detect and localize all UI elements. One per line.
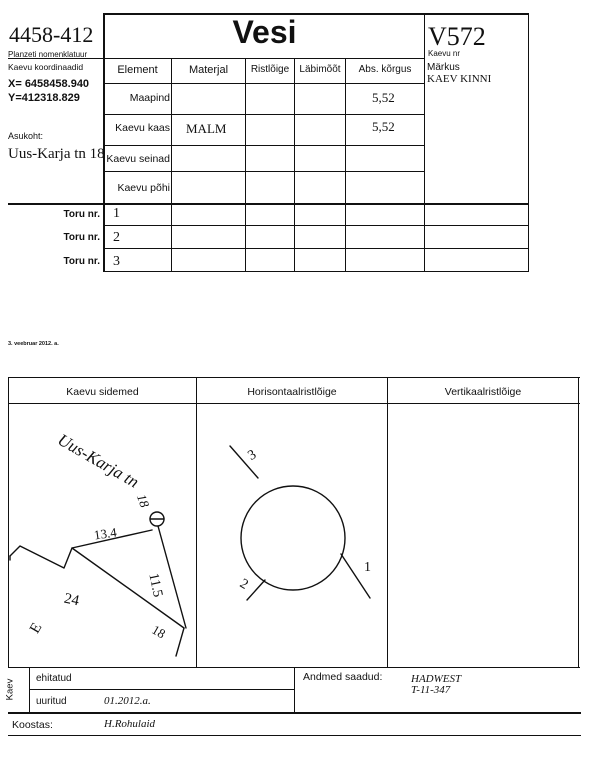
col-header-labimoot: Läbimõõt [299, 64, 341, 75]
col-header-ristloige: Ristlõige [250, 64, 290, 75]
row-label-kaevu-kaas: Kaevu kaas [115, 122, 170, 134]
footer-surveyed-label: uuritud [36, 696, 67, 707]
col-header-materjal: Materjal [188, 64, 229, 76]
tie-dist-4: 18 [149, 621, 169, 642]
tie-dist-2: 11.5 [145, 572, 165, 599]
well-number-label: Kaevu nr [428, 49, 461, 58]
pipe-number-2: 2 [113, 230, 120, 245]
pipe-label-1: Toru nr. [63, 209, 100, 220]
pipe-label-1-drawn: 1 [364, 560, 371, 575]
sketch-header-horizontal: Horisontaalristlõige [247, 386, 337, 398]
sketch-header-vertical: Vertikaalristlõige [444, 386, 522, 398]
row-label-kaevu-pohi: Kaevu põhi [117, 182, 170, 194]
x-coordinate: X= 6458458.940 [8, 78, 90, 90]
pipe-label-2: Toru nr. [63, 232, 100, 243]
remarks-label: Märkus [427, 62, 460, 73]
coord-label: Kaevu koordinaadid [8, 62, 84, 72]
remarks-value: KAEV KINNI [427, 73, 492, 85]
footer-vertical-label: Kaev [4, 678, 16, 701]
footer-data-from-value-1: HADWEST [411, 673, 462, 685]
form-title: Vesi [232, 14, 297, 50]
pipe-number-3: 3 [113, 254, 120, 269]
sketch-header-ties: Kaevu sidemed [66, 386, 139, 398]
tie-dist-1: 13.4 [92, 524, 118, 543]
tie-house-mark: E [26, 620, 46, 637]
pipe-label-3: Toru nr. [63, 256, 100, 267]
tie-street-label: Uus-Karja tn [54, 430, 143, 492]
address-value: Uus-Karja tn 18 [8, 146, 105, 162]
cell-maapind-abs: 5,52 [372, 90, 395, 105]
footer-built-label: ehitatud [36, 673, 72, 684]
row-label-kaevu-seinad: Kaevu seinad [106, 153, 170, 165]
footer-surveyed-value: 01.2012.a. [104, 695, 151, 707]
pipe-label-2-drawn: 2 [236, 576, 251, 593]
y-coordinate: Y=412318.829 [8, 92, 80, 104]
footer-data-from-value-2: T-11-347 [411, 684, 451, 696]
sheet-number-label: Planzeti nomenklatuur [8, 50, 88, 59]
date-stamp: 3. veebruar 2012. a. [8, 341, 59, 347]
tie-dist-3: 24 [62, 590, 81, 610]
col-header-element: Element [117, 64, 158, 76]
well-number: V572 [428, 22, 486, 51]
pipe-number-1: 1 [113, 206, 120, 221]
tie-street-number: 18 [133, 492, 153, 510]
address-label: Asukoht: [8, 131, 44, 141]
sheet-number: 4458-412 [9, 22, 94, 47]
pipe-label-3-drawn: 3 [245, 447, 260, 464]
footer-data-from-label: Andmed saadud: [303, 671, 383, 683]
footer-compiled-label: Koostas: [12, 719, 53, 731]
cell-kaas-abs: 5,52 [372, 119, 395, 134]
col-header-abs-korgus: Abs. kõrgus [358, 64, 412, 75]
footer-compiled-value: H.Rohulaid [104, 718, 156, 730]
cell-kaas-materjal: MALM [186, 121, 227, 136]
row-label-maapind: Maapind [129, 92, 170, 104]
